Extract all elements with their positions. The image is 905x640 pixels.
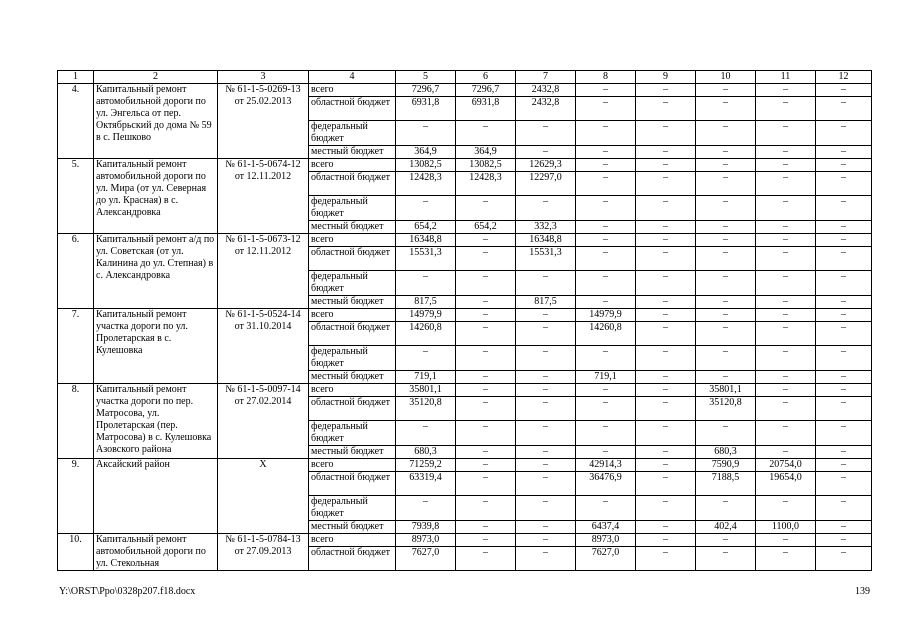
amount-cell: –	[456, 397, 516, 421]
amount-cell: –	[756, 309, 816, 322]
column-number-cell: 3	[218, 71, 309, 84]
amount-cell: –	[816, 121, 872, 146]
amount-cell: 12428,3	[396, 172, 456, 196]
amount-cell: –	[636, 84, 696, 97]
amount-cell: 402,4	[696, 521, 756, 534]
item-number: 6.	[58, 234, 94, 309]
amount-cell: –	[756, 397, 816, 421]
object-name: Капитальный ремонт участка дороги по ул. Пролетарская в с. Кулешовка	[94, 309, 218, 384]
amount-cell: –	[756, 346, 816, 371]
amount-cell: –	[696, 234, 756, 247]
amount-cell: 13082,5	[396, 159, 456, 172]
amount-cell: –	[516, 322, 576, 346]
table-row	[58, 384, 872, 397]
amount-cell: –	[756, 446, 816, 459]
amount-cell: –	[456, 196, 516, 221]
amount-cell: –	[636, 472, 696, 496]
table-row	[58, 309, 872, 322]
amount-cell: –	[636, 397, 696, 421]
amount-cell: –	[696, 121, 756, 146]
object-name: Капитальный ремонт а/д по ул. Советская (от ул. Калинина до ул. Степная) в с. Александровка	[94, 234, 218, 309]
funding-source: всего	[309, 159, 396, 172]
object-name: Аксайский район	[94, 459, 218, 534]
amount-cell: –	[696, 346, 756, 371]
amount-cell: –	[696, 221, 756, 234]
funding-source: федеральный бюджет	[309, 496, 396, 521]
amount-cell: –	[816, 309, 872, 322]
funding-source: всего	[309, 234, 396, 247]
amount-cell: –	[816, 534, 872, 547]
amount-cell: –	[756, 296, 816, 309]
amount-cell: –	[636, 384, 696, 397]
funding-source: всего	[309, 84, 396, 97]
amount-cell: 364,9	[396, 146, 456, 159]
amount-cell: 719,1	[396, 371, 456, 384]
amount-cell: –	[756, 121, 816, 146]
funding-source: всего	[309, 534, 396, 547]
amount-cell: –	[816, 159, 872, 172]
amount-cell: –	[576, 247, 636, 271]
amount-cell: –	[576, 159, 636, 172]
amount-cell: –	[636, 534, 696, 547]
column-number-cell: 11	[756, 71, 816, 84]
amount-cell: –	[516, 421, 576, 446]
funding-source: местный бюджет	[309, 296, 396, 309]
amount-cell: 71259,2	[396, 459, 456, 472]
item-number: 9.	[58, 459, 94, 534]
amount-cell: –	[816, 472, 872, 496]
amount-cell: 14260,8	[396, 322, 456, 346]
amount-cell: –	[696, 271, 756, 296]
amount-cell: –	[516, 446, 576, 459]
item-number: 4.	[58, 84, 94, 159]
funding-source: федеральный бюджет	[309, 271, 396, 296]
amount-cell: 8973,0	[576, 534, 636, 547]
funding-source: областной бюджет	[309, 172, 396, 196]
amount-cell: –	[756, 97, 816, 121]
amount-cell: –	[816, 459, 872, 472]
amount-cell: 14260,8	[576, 322, 636, 346]
amount-cell: –	[636, 234, 696, 247]
amount-cell: –	[816, 221, 872, 234]
object-name: Капитальный ремонт автомобильной дороги по ул. Стекольная	[94, 534, 218, 571]
amount-cell: –	[756, 371, 816, 384]
item-number: 5.	[58, 159, 94, 234]
object-name: Капитальный ремонт автомобильной дороги по ул. Мира (от ул. Северная до ул. Красная) в с. Александровка	[94, 159, 218, 234]
object-name: Капитальный ремонт участка дороги по пер. Матросова, ул. Пролетарская (пер. Матросова) в с. Кулешовка Азовского района	[94, 384, 218, 459]
item-number: 8.	[58, 384, 94, 459]
amount-cell: –	[576, 196, 636, 221]
amount-cell: –	[636, 309, 696, 322]
amount-cell: –	[516, 459, 576, 472]
amount-cell: –	[576, 221, 636, 234]
amount-cell: –	[576, 97, 636, 121]
amount-cell: –	[816, 146, 872, 159]
column-number-cell: 5	[396, 71, 456, 84]
amount-cell: –	[576, 446, 636, 459]
amount-cell: 35801,1	[696, 384, 756, 397]
amount-cell: –	[696, 322, 756, 346]
amount-cell: –	[636, 121, 696, 146]
amount-cell: 35120,8	[396, 397, 456, 421]
expertise-conclusion: Х	[218, 459, 309, 534]
amount-cell: 6437,4	[576, 521, 636, 534]
amount-cell: –	[816, 397, 872, 421]
amount-cell: 12297,0	[516, 172, 576, 196]
amount-cell: 7627,0	[576, 547, 636, 571]
amount-cell: –	[816, 172, 872, 196]
amount-cell: –	[456, 521, 516, 534]
amount-cell: –	[816, 496, 872, 521]
amount-cell: –	[636, 146, 696, 159]
amount-cell: –	[396, 346, 456, 371]
funding-source: всего	[309, 459, 396, 472]
column-number-cell: 12	[816, 71, 872, 84]
amount-cell: –	[816, 371, 872, 384]
amount-cell: 7590,9	[696, 459, 756, 472]
amount-cell: –	[636, 296, 696, 309]
table-row	[58, 159, 872, 172]
amount-cell: –	[456, 234, 516, 247]
amount-cell: 7188,5	[696, 472, 756, 496]
amount-cell: –	[576, 84, 636, 97]
amount-cell: –	[516, 534, 576, 547]
amount-cell: –	[576, 397, 636, 421]
column-number-cell: 1	[58, 71, 94, 84]
amount-cell: 2432,8	[516, 84, 576, 97]
amount-cell: 719,1	[576, 371, 636, 384]
amount-cell: –	[456, 534, 516, 547]
amount-cell: –	[816, 84, 872, 97]
amount-cell: –	[756, 234, 816, 247]
amount-cell: –	[756, 534, 816, 547]
funding-source: федеральный бюджет	[309, 121, 396, 146]
funding-source: областной бюджет	[309, 397, 396, 421]
amount-cell: –	[516, 472, 576, 496]
amount-cell: –	[396, 496, 456, 521]
amount-cell: –	[636, 446, 696, 459]
amount-cell: –	[456, 496, 516, 521]
table-row	[58, 534, 872, 547]
amount-cell: –	[636, 172, 696, 196]
amount-cell: 15531,3	[396, 247, 456, 271]
funding-source: местный бюджет	[309, 371, 396, 384]
amount-cell: –	[636, 97, 696, 121]
amount-cell: –	[636, 247, 696, 271]
amount-cell: –	[696, 309, 756, 322]
amount-cell: –	[516, 384, 576, 397]
amount-cell: –	[816, 247, 872, 271]
amount-cell: 332,3	[516, 221, 576, 234]
table-row	[58, 234, 872, 247]
funding-source: федеральный бюджет	[309, 196, 396, 221]
amount-cell: –	[696, 421, 756, 446]
amount-cell: –	[456, 121, 516, 146]
amount-cell: –	[396, 121, 456, 146]
amount-cell: 63319,4	[396, 472, 456, 496]
amount-cell: –	[816, 521, 872, 534]
amount-cell: –	[756, 322, 816, 346]
funding-source: федеральный бюджет	[309, 346, 396, 371]
column-number-cell: 2	[94, 71, 218, 84]
amount-cell: –	[636, 221, 696, 234]
amount-cell: –	[456, 472, 516, 496]
amount-cell: –	[696, 159, 756, 172]
amount-cell: –	[816, 196, 872, 221]
amount-cell: –	[516, 397, 576, 421]
amount-cell: –	[756, 146, 816, 159]
amount-cell: –	[576, 296, 636, 309]
column-number-row	[58, 71, 872, 84]
amount-cell: 6931,8	[456, 97, 516, 121]
amount-cell: –	[516, 496, 576, 521]
amount-cell: –	[696, 371, 756, 384]
amount-cell: –	[696, 196, 756, 221]
amount-cell: –	[636, 346, 696, 371]
amount-cell: –	[816, 97, 872, 121]
amount-cell: –	[516, 521, 576, 534]
amount-cell: –	[576, 346, 636, 371]
amount-cell: –	[756, 384, 816, 397]
funding-source: всего	[309, 309, 396, 322]
funding-source: местный бюджет	[309, 221, 396, 234]
funding-source: областной бюджет	[309, 472, 396, 496]
column-number-cell: 8	[576, 71, 636, 84]
amount-cell: 6931,8	[396, 97, 456, 121]
amount-cell: –	[696, 172, 756, 196]
expertise-conclusion: № 61-1-5-0784-13 от 27.09.2013	[218, 534, 309, 571]
amount-cell: –	[456, 247, 516, 271]
column-number-cell: 10	[696, 71, 756, 84]
amount-cell: –	[816, 322, 872, 346]
amount-cell: 680,3	[396, 446, 456, 459]
amount-cell: 36476,9	[576, 472, 636, 496]
amount-cell: –	[456, 271, 516, 296]
amount-cell: –	[576, 271, 636, 296]
column-number-cell: 4	[309, 71, 396, 84]
funding-source: областной бюджет	[309, 547, 396, 571]
amount-cell: 16348,8	[516, 234, 576, 247]
amount-cell: –	[516, 547, 576, 571]
amount-cell: –	[816, 384, 872, 397]
amount-cell: –	[576, 146, 636, 159]
amount-cell: –	[516, 271, 576, 296]
amount-cell: –	[576, 384, 636, 397]
amount-cell: –	[696, 247, 756, 271]
amount-cell: 7939,8	[396, 521, 456, 534]
amount-cell: 8973,0	[396, 534, 456, 547]
amount-cell: –	[456, 384, 516, 397]
amount-cell: 12629,3	[516, 159, 576, 172]
amount-cell: –	[516, 309, 576, 322]
amount-cell: 15531,3	[516, 247, 576, 271]
amount-cell: –	[516, 196, 576, 221]
column-number-cell: 9	[636, 71, 696, 84]
amount-cell: –	[696, 146, 756, 159]
amount-cell: –	[456, 322, 516, 346]
amount-cell: 12428,3	[456, 172, 516, 196]
page-number: 139	[855, 586, 870, 597]
funding-source: местный бюджет	[309, 521, 396, 534]
amount-cell: –	[636, 459, 696, 472]
item-number: 10.	[58, 534, 94, 571]
amount-cell: –	[636, 271, 696, 296]
amount-cell: –	[516, 371, 576, 384]
amount-cell: –	[456, 296, 516, 309]
amount-cell: 14979,9	[396, 309, 456, 322]
amount-cell: –	[396, 421, 456, 446]
amount-cell: –	[756, 271, 816, 296]
amount-cell: 42914,3	[576, 459, 636, 472]
amount-cell: –	[816, 234, 872, 247]
amount-cell: –	[636, 521, 696, 534]
expertise-conclusion: № 61-1-5-0673-12 от 12.11.2012	[218, 234, 309, 309]
amount-cell: 654,2	[396, 221, 456, 234]
amount-cell: –	[756, 547, 816, 571]
expertise-conclusion: № 61-1-5-0674-12 от 12.11.2012	[218, 159, 309, 234]
amount-cell: –	[516, 121, 576, 146]
amount-cell: 680,3	[696, 446, 756, 459]
amount-cell: –	[396, 196, 456, 221]
amount-cell: 35120,8	[696, 397, 756, 421]
amount-cell: 364,9	[456, 146, 516, 159]
amount-cell: –	[816, 547, 872, 571]
funding-source: федеральный бюджет	[309, 421, 396, 446]
amount-cell: –	[636, 322, 696, 346]
amount-cell: –	[456, 346, 516, 371]
funding-source: местный бюджет	[309, 146, 396, 159]
amount-cell: –	[576, 421, 636, 446]
amount-cell: –	[816, 296, 872, 309]
amount-cell: 1100,0	[756, 521, 816, 534]
amount-cell: –	[816, 446, 872, 459]
amount-cell: 14979,9	[576, 309, 636, 322]
expertise-conclusion: № 61-1-5-0269-13 от 25.02.2013	[218, 84, 309, 159]
amount-cell: –	[756, 196, 816, 221]
amount-cell: –	[816, 271, 872, 296]
amount-cell: 16348,8	[396, 234, 456, 247]
funding-source: областной бюджет	[309, 247, 396, 271]
amount-cell: 20754,0	[756, 459, 816, 472]
amount-cell: 817,5	[516, 296, 576, 309]
amount-cell: –	[696, 534, 756, 547]
amount-cell: –	[696, 496, 756, 521]
amount-cell: 7296,7	[396, 84, 456, 97]
funding-source: областной бюджет	[309, 97, 396, 121]
amount-cell: 817,5	[396, 296, 456, 309]
amount-cell: 2432,8	[516, 97, 576, 121]
amount-cell: –	[456, 421, 516, 446]
expertise-conclusion: № 61-1-5-0097-14 от 27.02.2014	[218, 384, 309, 459]
amount-cell: –	[456, 309, 516, 322]
amount-cell: –	[696, 84, 756, 97]
amount-cell: –	[696, 547, 756, 571]
footer-file-path: Y:\ORST\Ppo\0328p207.f18.docx	[59, 586, 196, 597]
amount-cell: –	[756, 421, 816, 446]
expertise-conclusion: № 61-1-5-0524-14 от 31.10.2014	[218, 309, 309, 384]
object-name: Капитальный ремонт автомобильной дороги по ул. Энгельса от пер. Октябрьский до дома № 59 в с. Пешково	[94, 84, 218, 159]
amount-cell: –	[756, 247, 816, 271]
amount-cell: –	[756, 84, 816, 97]
amount-cell: –	[636, 196, 696, 221]
amount-cell: –	[456, 371, 516, 384]
amount-cell: –	[576, 496, 636, 521]
funding-source: областной бюджет	[309, 322, 396, 346]
amount-cell: –	[576, 234, 636, 247]
amount-cell: 7627,0	[396, 547, 456, 571]
amount-cell: –	[696, 296, 756, 309]
amount-cell: –	[756, 172, 816, 196]
amount-cell: –	[396, 271, 456, 296]
amount-cell: –	[456, 446, 516, 459]
amount-cell: –	[756, 159, 816, 172]
amount-cell: –	[636, 159, 696, 172]
column-number-cell: 7	[516, 71, 576, 84]
amount-cell: –	[756, 496, 816, 521]
amount-cell: –	[576, 121, 636, 146]
program-funding-table	[57, 70, 872, 571]
amount-cell: –	[576, 172, 636, 196]
amount-cell: –	[816, 346, 872, 371]
amount-cell: 13082,5	[456, 159, 516, 172]
funding-source: всего	[309, 384, 396, 397]
amount-cell: –	[456, 547, 516, 571]
amount-cell: 654,2	[456, 221, 516, 234]
amount-cell: –	[516, 146, 576, 159]
item-number: 7.	[58, 309, 94, 384]
amount-cell: –	[636, 371, 696, 384]
table-row	[58, 459, 872, 472]
amount-cell: –	[636, 421, 696, 446]
amount-cell: 7296,7	[456, 84, 516, 97]
amount-cell: –	[756, 221, 816, 234]
amount-cell: –	[636, 496, 696, 521]
amount-cell: –	[516, 346, 576, 371]
funding-source: местный бюджет	[309, 446, 396, 459]
amount-cell: –	[636, 547, 696, 571]
column-number-cell: 6	[456, 71, 516, 84]
amount-cell: –	[816, 421, 872, 446]
table-row	[58, 84, 872, 97]
amount-cell: –	[456, 459, 516, 472]
amount-cell: –	[696, 97, 756, 121]
amount-cell: 35801,1	[396, 384, 456, 397]
amount-cell: 19654,0	[756, 472, 816, 496]
